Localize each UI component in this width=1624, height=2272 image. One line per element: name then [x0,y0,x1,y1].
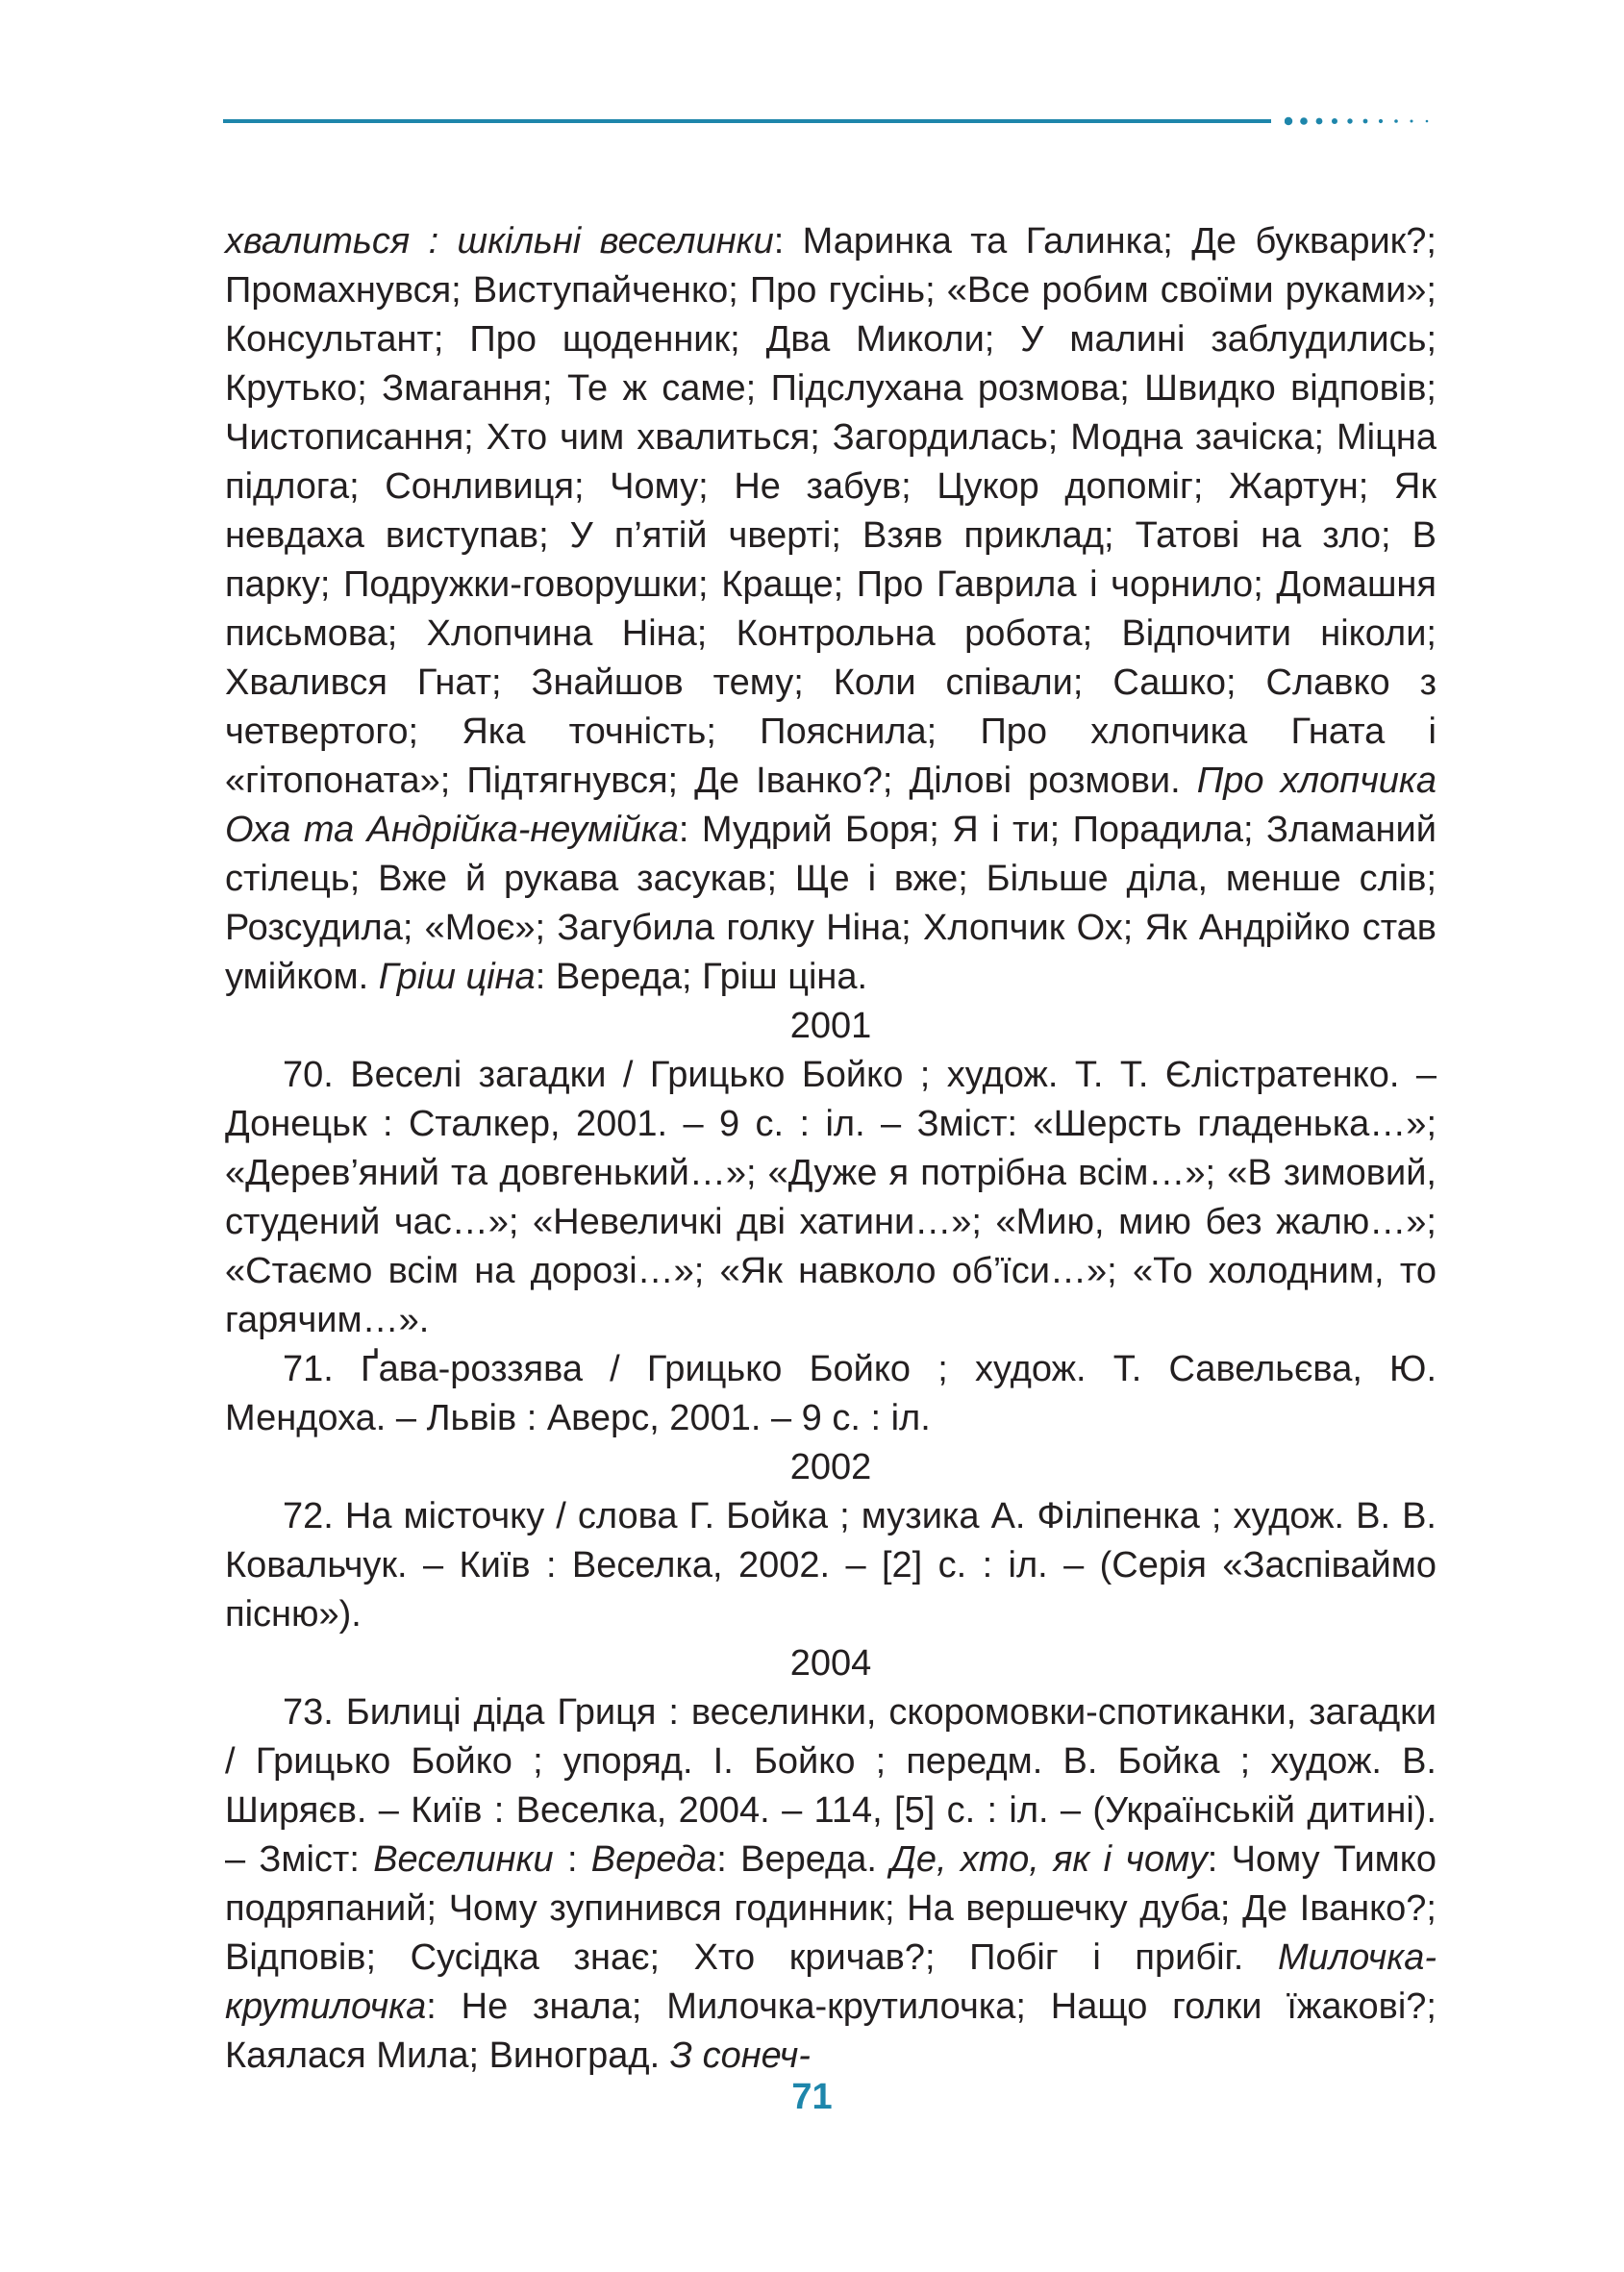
header-dot [1300,117,1308,125]
text-run: : Чому Тимко подряпаний; Чому зупинився годинник; На вершечку дуба; Де Іванко?; Відповів; Сусідка знає; Хто кричав?; Побіг і прибіг. [225,1839,1437,1978]
italic-text-run: хвалиться : шкільні веселинки [225,221,774,262]
page-number: 71 [791,2077,833,2117]
header-dot [1379,119,1383,123]
italic-text-run: Де, хто, як і чому [890,1839,1208,1880]
bibliography-entry [225,1688,1437,2081]
year-heading: 2001 [789,1006,872,1046]
bibliography-entry [225,217,1437,1002]
header-dot [1411,120,1413,123]
year-heading: 2004 [789,1643,872,1684]
italic-text-run: З сонеч- [669,2035,811,2076]
italic-text-run: Вереда [590,1839,717,1880]
italic-text-run: Веселинки [373,1839,554,1880]
bibliography-entry [225,1345,1437,1443]
text-run: 70. Веселі загадки / Грицько Бойко ; худож. Т. Т. Єлістратенко. – Донецьк : Сталкер, 2001. – 9 с. : іл. – Зміст: «Шерсть гладенька…»; «Дерев’яний та довгенький…»; «Дуже я потрібна всім…»; «В зимовий, студений час…»; «Невеличкі дві хатини…»; «Мию, мию без жалю…»; «Стаємо всім на дорозі…»; «Як навколо об’їси…»; «То холодним, то гарячим…». [225,1055,1437,1340]
italic-text-run: Милочка-крутилочка [225,1937,1437,2027]
text-run: : Маринка та Галинка; Де буквaрик?; Промахнувся; Виступайченко; Про гусінь; «Все робим своїми руками»; Консультант; Про щоденник; Два Миколи; У малині заблудились; Крутько; Змагання; Те ж саме; Підслухана розмова; Швидко відповів; Чистописання; Хто чим хвалиться; Загордилась; Модна зачіска; Міцна підлога; Сонливиця; Чому; Не забув; Цукор допоміг; Жартун; Як невдаха виступав; У п’ятій чверті; Взяв приклад; Татові на зло; В парку; Подружки-говорушки; Краще; Про Гаврила і чорнило; Домашня письмова; Хлопчина Ніна; Контрольна робота; Відпочити ніколи; Хвалився Гнат; Знайшов тему; Коли співали; Сашко; Славко з четвертого; Яка точність; Пояснила; Про хлопчика Гната і «гітопоната»; Підтягнувся; Де Іванко?; Ділові розмови. [225,221,1437,801]
header-dot [1316,118,1323,125]
header-dot [1426,120,1429,123]
header-dot [1285,117,1292,125]
header-dot [1363,119,1368,124]
header-dot [1332,118,1337,124]
bibliography-content [225,217,1437,2081]
header-dot [1394,119,1398,123]
italic-text-run: Гріш ціна [378,957,536,997]
text-run: 73. Билиці діда Гриця : веселинки, скоромовки-спотиканки, загадки / Грицько Бойко ; упоряд. І. Бойко ; передм. В. Бойка ; худож. В. Ширяєв. – Київ : Веселка, 2004. – 114, [5] с. : іл. – (Українській дитині). – Зміст: [225,1692,1437,1880]
text-run: 72. На місточку / слова Г. Бойка ; музика А. Філіпенка ; худож. В. В. Ковальчук. – Київ : Веселка, 2002. – [2] с. : іл. – (Серія «Заспіваймо пісню»). [225,1496,1437,1635]
text-run: : [553,1839,591,1880]
text-run: : Вереда; Гріш ціна. [535,957,868,997]
header-dots-ornament [1285,112,1438,130]
text-run: : Не знала; Милочка-крутилочка; Нащо голки їжакові?; Каялася Мила; Виноград. [225,1986,1437,2076]
header-dot [1347,118,1352,123]
year-heading: 2002 [789,1447,872,1487]
bibliography-entry [225,1051,1437,1345]
text-run: 71. Ґава-роззява / Грицько Бойко ; худож. Т. Савельєва, Ю. Мендоха. – Львів : Аверс, 2001. – 9 с. : іл. [225,1349,1437,1438]
text-run: : Мудрий Боря; Я і ти; Порадила; Зламаний стілець; Вже й рукава засукав; Ще і вже; Більше діла, менше слів; Розсудила; «Моє»; Загубила голку Ніна; Хлопчик Ох; Як Андрійко став умійком. [225,810,1437,997]
italic-text-run: Про хлопчика Оха та Андрійка-неумійка [225,761,1437,850]
bibliography-entry [225,1492,1437,1639]
text-run: : Вереда. [716,1839,891,1880]
header-rule [223,119,1271,123]
